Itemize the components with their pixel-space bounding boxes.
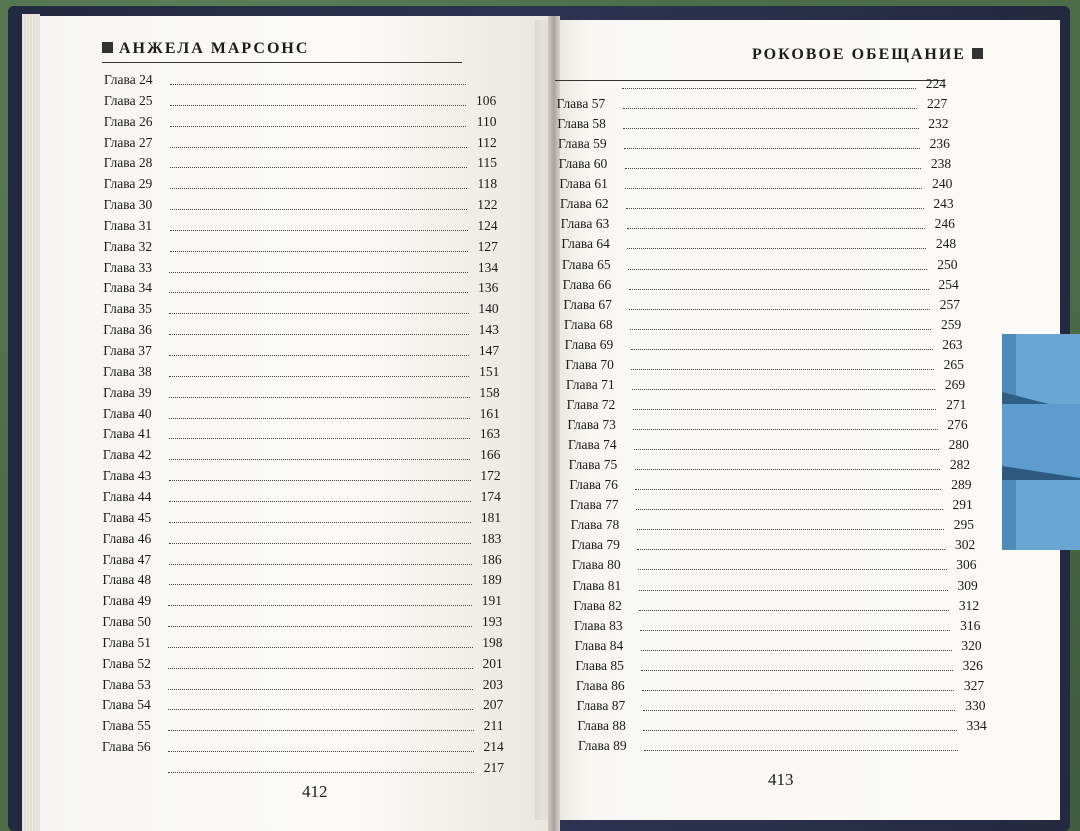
toc-leader-dots [643, 730, 956, 731]
toc-entry-label: Глава 52 [102, 655, 151, 671]
toc-entry-label: Глава 87 [576, 697, 626, 713]
toc-entry-label: Глава 89 [578, 738, 627, 753]
toc-entry-page: 330 [965, 697, 986, 713]
toc-entry-label: Глава 47 [102, 551, 152, 567]
toc-entry-label: Глава 61 [559, 176, 608, 192]
toc-entry-label: Глава 44 [102, 488, 152, 504]
toc-leader-dots [169, 438, 470, 439]
toc-entry-page: 158 [479, 384, 500, 400]
toc-leader-dots [170, 105, 466, 106]
toc-leader-dots [169, 397, 470, 398]
toc-leader-dots [170, 84, 466, 85]
toc-entry-label: Глава 64 [561, 236, 610, 252]
toc-entry [103, 260, 498, 276]
toc-entry [103, 343, 499, 359]
toc-leader-dots [168, 668, 472, 669]
right-running-head [752, 46, 983, 64]
toc-entry [102, 760, 504, 776]
toc-entry-label: Глава 81 [572, 577, 622, 593]
toc-entry-label: Глава 33 [103, 259, 153, 275]
toc-entry-page: 289 [951, 477, 972, 493]
toc-entry [104, 93, 496, 109]
toc-leader-dots [631, 349, 933, 350]
toc-leader-dots [623, 128, 918, 129]
toc-leader-dots [638, 569, 947, 570]
page-edges [22, 14, 40, 831]
toc-entry [575, 638, 982, 654]
toc-entry-label: Глава 71 [566, 376, 615, 392]
toc-leader-dots [169, 272, 468, 273]
toc-entry [573, 598, 979, 614]
toc-entry-page: 122 [477, 197, 498, 213]
toc-entry [104, 218, 498, 234]
toc-leader-dots [168, 772, 474, 773]
toc-entry-page: 191 [481, 593, 503, 609]
toc-leader-dots [627, 228, 925, 229]
toc-entry-label: Глава 35 [103, 301, 152, 317]
toc-entry-page: 295 [953, 517, 974, 533]
toc-leader-dots [636, 509, 943, 510]
toc-entry-label: Глава 69 [564, 336, 614, 352]
toc-entry-label: Глава 41 [102, 426, 152, 442]
toc-entry [576, 678, 984, 694]
toc-leader-dots [635, 469, 941, 470]
toc-entry-page: 172 [480, 468, 501, 484]
toc-entry-page: 236 [929, 136, 950, 152]
toc-entry [571, 517, 974, 533]
toc-leader-dots [169, 355, 469, 356]
toc-entry [104, 197, 498, 213]
toc-leader-dots [169, 480, 471, 481]
toc-entry-label: Глава 68 [564, 316, 613, 332]
toc-leader-dots [629, 289, 929, 290]
toc-leader-dots [168, 730, 473, 731]
toc-entry-label: Глава 28 [103, 155, 153, 171]
toc-leader-dots [168, 751, 474, 752]
toc-entry-page: 163 [479, 426, 501, 442]
toc-entry-page: 259 [941, 316, 962, 332]
toc-leader-dots [170, 209, 468, 210]
toc-entry [567, 397, 967, 413]
toc-leader-dots [640, 630, 950, 631]
toc-entry [568, 437, 969, 453]
toc-leader-dots [643, 710, 956, 711]
toc-entry-page: 316 [960, 617, 981, 633]
toc-entry [569, 477, 971, 493]
square-ornament-icon [102, 42, 113, 53]
toc-leader-dots [169, 418, 470, 419]
toc-entry-label: Глава 84 [574, 637, 624, 653]
toc-entry-page: 309 [957, 577, 978, 593]
toc-entry-label: Глава 85 [575, 657, 624, 673]
toc-entry-label: Глава 79 [571, 537, 620, 553]
toc-leader-dots [170, 126, 467, 127]
toc-entry-page: 248 [935, 236, 957, 252]
toc-entry-label: Глава 66 [562, 276, 612, 292]
toc-leader-dots [170, 251, 468, 252]
toc-leader-dots [169, 334, 469, 335]
toc-leader-dots [168, 626, 472, 627]
toc-entry-page: 269 [944, 376, 966, 392]
toc-entry [102, 593, 502, 609]
toc-entry [102, 677, 503, 693]
toc-entry-label: Глава 83 [574, 617, 623, 633]
toc-leader-dots [169, 292, 468, 293]
toc-leader-dots [169, 376, 469, 377]
toc-entry-label: Глава 48 [102, 572, 152, 588]
toc-leader-dots [626, 208, 924, 209]
toc-entry-page: 250 [937, 256, 958, 272]
toc-entry [102, 697, 503, 713]
toc-entry [102, 635, 502, 651]
left-page-number: 412 [302, 782, 328, 801]
toc-entry-label: Глава 39 [103, 384, 152, 400]
right-page-number: 413 [768, 770, 794, 789]
toc-entry [570, 497, 973, 513]
toc-entry [561, 236, 956, 252]
toc-leader-dots [170, 230, 468, 231]
toc-entry-label: Глава 78 [570, 517, 620, 533]
toc-entry-page: 140 [478, 301, 499, 317]
toc-entry-page: 246 [934, 216, 955, 232]
toc-entry-page: 189 [481, 572, 502, 588]
toc-entry-page: 320 [961, 637, 982, 653]
toc-leader-dots [639, 610, 949, 611]
toc-entry-label: Глава 49 [102, 593, 152, 609]
toc-entry-label: Глава 34 [103, 280, 152, 296]
toc-entry-page: 238 [930, 156, 952, 172]
toc-entry-page: 257 [939, 296, 960, 312]
toc-leader-dots [170, 188, 468, 189]
toc-entry-page: 136 [478, 280, 499, 296]
toc-entry-page: 254 [938, 276, 959, 292]
toc-entry-label: Глава 36 [103, 322, 152, 338]
toc-entry-label: Глава 82 [573, 597, 622, 613]
toc-entry-label: Глава 73 [567, 417, 616, 433]
toc-leader-dots [631, 369, 933, 370]
square-ornament-icon [972, 48, 983, 59]
toc-entry-label: Глава 65 [562, 256, 611, 272]
toc-entry [104, 72, 496, 88]
toc-entry-page: 243 [933, 196, 954, 212]
toc-entry-label: Глава 45 [102, 509, 152, 525]
toc-entry-page: 151 [479, 363, 500, 379]
toc-entry-page: 224 [925, 76, 946, 91]
toc-entry-label: Глава 57 [556, 96, 606, 112]
toc-leader-dots [622, 88, 916, 89]
toc-leader-dots [634, 449, 939, 450]
toc-entry [102, 739, 504, 755]
toc-entry [561, 216, 955, 232]
toc-entry-label: Глава 80 [572, 557, 621, 573]
toc-entry [557, 116, 948, 132]
toc-leader-dots [639, 590, 948, 591]
toc-entry [575, 658, 983, 674]
toc-entry-page: 276 [947, 417, 968, 433]
toc-entry-label: Глава 29 [103, 176, 153, 192]
toc-entry-page: 181 [480, 509, 502, 525]
toc-leader-dots [632, 389, 935, 390]
toc-entry-label: Глава 70 [565, 356, 614, 372]
toc-entry-page: 166 [480, 447, 501, 463]
toc-entry-page: 183 [481, 530, 502, 546]
toc-entry [103, 406, 500, 422]
toc-entry [102, 718, 503, 734]
toc-entry [104, 239, 498, 255]
toc-entry-label: Глава 32 [103, 238, 153, 254]
toc-entry [103, 552, 502, 568]
toc-entry-page: 193 [482, 614, 503, 630]
toc-entry [571, 537, 975, 553]
toc-leader-dots [168, 689, 473, 690]
toc-leader-dots [169, 522, 471, 523]
toc-entry [560, 196, 954, 212]
toc-entry-page: 112 [476, 134, 497, 150]
toc-entry-page: 110 [476, 113, 497, 129]
toc-entry [104, 155, 497, 171]
binder-clip-icon [996, 334, 1080, 550]
toc-leader-dots [629, 309, 930, 310]
toc-entry-label: Глава 54 [102, 697, 151, 713]
toc-entry-label: Глава 50 [102, 614, 152, 630]
toc-entry-page: 232 [928, 116, 949, 132]
toc-leader-dots [169, 564, 472, 565]
toc-entry-label: Глава 76 [569, 477, 618, 493]
toc-entry [566, 377, 965, 393]
toc-entry [103, 426, 500, 442]
toc-entry-label: Глава 63 [560, 216, 610, 232]
toc-leader-dots [169, 543, 472, 544]
toc-entry [103, 385, 500, 401]
toc-entry-label: Глава 37 [103, 343, 152, 359]
toc-entry [562, 257, 957, 273]
toc-entry-page: 271 [946, 396, 967, 412]
toc-entry-label: Глава 40 [103, 405, 152, 421]
toc-entry [567, 417, 967, 433]
toc-leader-dots [644, 750, 958, 751]
toc-entry [103, 510, 501, 526]
toc-entry-page: 147 [478, 343, 500, 359]
toc-entry-page: 334 [966, 717, 987, 733]
toc-leader-dots [641, 670, 953, 671]
toc-entry-page: 201 [482, 655, 503, 671]
toc-leader-dots [169, 459, 470, 460]
toc-entry-label: Глава 25 [103, 92, 153, 108]
toc-entry [102, 614, 502, 630]
left-head-rule [102, 62, 462, 63]
toc-leader-dots [170, 167, 467, 168]
toc-entry-label: Глава 43 [102, 468, 152, 484]
toc-entry [103, 280, 498, 296]
toc-leader-dots [633, 409, 937, 410]
toc-entry-label: Глава 24 [104, 72, 153, 87]
toc-entry-page: 174 [480, 488, 501, 504]
toc-leader-dots [627, 248, 926, 249]
toc-entry [557, 96, 948, 112]
toc-entry-label: Глава 58 [557, 116, 606, 132]
toc-leader-dots [635, 489, 941, 490]
toc-entry-page: 186 [481, 551, 502, 567]
toc-entry-page: 227 [927, 96, 948, 112]
toc-entry-label: Глава 88 [577, 717, 626, 733]
toc-entry [563, 297, 960, 313]
toc-entry [103, 531, 502, 547]
toc-entry [573, 578, 978, 594]
toc-leader-dots [168, 647, 472, 648]
toc-entry-label: Глава 62 [560, 196, 609, 212]
toc-entry [565, 337, 963, 353]
toc-entry-page: 302 [955, 537, 976, 553]
toc-entry-label: Глава 38 [103, 363, 152, 379]
toc-entry-page: 203 [482, 676, 504, 692]
toc-leader-dots [625, 188, 922, 189]
toc-entry [556, 76, 946, 92]
toc-entry [103, 322, 499, 338]
toc-leader-dots [637, 549, 945, 550]
toc-leader-dots [625, 168, 921, 169]
toc-entry-page: 161 [479, 405, 500, 421]
toc-entry-page: 306 [956, 557, 977, 573]
toc-leader-dots [168, 605, 472, 606]
toc-entry-label: Глава 60 [558, 156, 608, 172]
toc-leader-dots [169, 501, 471, 502]
toc-entry-label: Глава 72 [566, 396, 616, 412]
toc-entry [103, 301, 498, 317]
toc-entry-label: Глава 42 [102, 447, 152, 463]
toc-leader-dots [637, 529, 944, 530]
toc-entry-page: 280 [948, 437, 969, 453]
toc-entry-label: Глава 75 [568, 457, 618, 473]
toc-entry [104, 176, 498, 192]
toc-entry [577, 698, 986, 714]
toc-entry-page: 211 [483, 718, 504, 734]
toc-entry [103, 572, 502, 588]
toc-leader-dots [630, 329, 931, 330]
toc-leader-dots [642, 690, 954, 691]
toc-entry-page: 124 [477, 217, 498, 233]
toc-entry-label: Глава 27 [103, 134, 153, 150]
toc-entry-page: 265 [943, 356, 964, 372]
toc-leader-dots [169, 313, 468, 314]
toc-entry-page: 327 [963, 677, 985, 693]
toc-entry-page: 217 [483, 760, 504, 775]
toc-entry-label: Глава 26 [103, 113, 153, 129]
toc-entry-label: Глава 53 [102, 676, 151, 692]
toc-entry-label: Глава 59 [558, 136, 607, 152]
toc-entry [564, 317, 961, 333]
toc-entry-page: 263 [942, 336, 963, 352]
toc-entry-label: Глава 31 [103, 217, 153, 233]
toc-entry [563, 277, 959, 293]
toc-entry-page: 106 [475, 92, 497, 108]
toc-entry-label: Глава 46 [102, 530, 152, 546]
toc-entry [559, 176, 952, 192]
toc-entry-label: Глава 67 [563, 296, 612, 312]
toc-leader-dots [628, 269, 927, 270]
toc-entry-page: 127 [477, 238, 498, 254]
toc-entry-page: 143 [478, 322, 499, 338]
toc-entry [104, 114, 497, 130]
toc-entry [574, 618, 980, 634]
toc-entry-page: 115 [477, 155, 497, 171]
toc-entry-label: Глава 86 [576, 677, 625, 693]
toc-leader-dots [641, 650, 952, 651]
toc-entry-label: Глава 77 [570, 497, 619, 513]
toc-entry-page: 312 [958, 597, 980, 613]
toc-entry [558, 136, 950, 152]
toc-entry-page: 326 [962, 657, 983, 673]
toc-leader-dots [624, 148, 920, 149]
toc-entry-page: 291 [952, 497, 973, 513]
toc-entry [104, 135, 497, 151]
toc-entry-page: 214 [483, 739, 504, 755]
toc-entry [565, 357, 963, 373]
toc-entry-label: Глава 74 [568, 437, 617, 453]
toc-entry [578, 738, 988, 754]
toc-entry [569, 457, 971, 473]
toc-entry-page: 198 [482, 634, 503, 650]
toc-entry-label: Глава 55 [102, 718, 151, 734]
toc-entry [103, 489, 501, 505]
toc-entry-label: Глава 30 [103, 197, 153, 213]
toc-entry [103, 364, 499, 380]
toc-entry [102, 656, 502, 672]
toc-entry-label: Глава 51 [102, 634, 151, 650]
toc-entry [572, 557, 977, 573]
left-running-head-text: АНЖЕЛА МАРСОНС [119, 40, 310, 57]
toc-entry-page: 240 [932, 176, 953, 192]
toc-entry [103, 468, 501, 484]
toc-entry-page: 118 [477, 176, 498, 192]
right-running-head-text: РОКОВОЕ ОБЕЩАНИЕ [752, 46, 966, 63]
toc-leader-dots [168, 709, 473, 710]
toc-entry-page: 134 [477, 259, 499, 275]
toc-entry [559, 156, 951, 172]
toc-entry [103, 447, 500, 463]
toc-entry-page: 207 [483, 697, 504, 713]
toc-leader-dots [623, 108, 918, 109]
toc-entry [577, 718, 986, 734]
toc-leader-dots [170, 147, 467, 148]
toc-leader-dots [633, 429, 937, 430]
toc-entry-page: 282 [949, 457, 971, 473]
left-running-head [102, 40, 309, 58]
toc-entry-label: Глава 56 [102, 739, 151, 755]
toc-leader-dots [169, 584, 472, 585]
